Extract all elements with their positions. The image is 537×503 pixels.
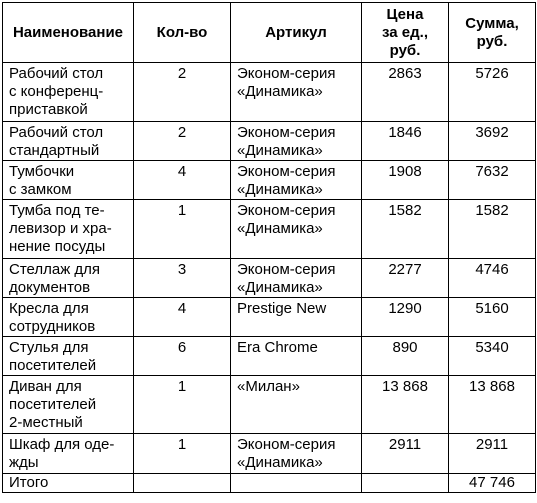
item-name-cell	[3, 434, 134, 474]
item-qty-cell: 4	[134, 161, 231, 200]
total-empty-cell	[134, 474, 231, 493]
header-price-line: Цена	[386, 5, 424, 23]
total-label: Итого	[3, 474, 134, 493]
item-name-line: Тумбочки	[9, 163, 75, 180]
item-sum-cell: 3692	[449, 122, 536, 161]
item-article-line: «Динамика»	[237, 220, 323, 237]
item-name-line: документов	[9, 279, 91, 296]
item-article-line: Эконом-серия	[237, 124, 336, 141]
total-row	[3, 474, 536, 493]
item-price-cell: 1846	[362, 122, 449, 161]
item-name-cell	[3, 63, 134, 122]
table-body	[3, 63, 536, 474]
item-article-line: Эконом-серия	[237, 261, 336, 278]
item-name-cell	[3, 337, 134, 376]
item-sum-cell: 7632	[449, 161, 536, 200]
table-row	[3, 122, 536, 161]
item-name-line: приставкой	[9, 101, 88, 118]
item-price-cell: 1290	[362, 298, 449, 337]
item-sum-cell: 1582	[449, 200, 536, 259]
item-name-line: Стулья для	[9, 339, 89, 356]
item-article-line: «Динамика»	[237, 279, 323, 296]
table-row	[3, 298, 536, 337]
item-name-line: Рабочий стол	[9, 124, 104, 141]
item-name-line: посетителей	[9, 357, 97, 374]
header-sum-line: руб.	[476, 32, 508, 50]
item-article-cell	[231, 298, 362, 337]
item-name-line: Стеллаж для	[9, 261, 101, 278]
item-sum-cell: 2911	[449, 434, 536, 474]
item-name-cell	[3, 298, 134, 337]
table-row	[3, 376, 536, 434]
item-name-line: левизор и хра-	[9, 220, 112, 237]
item-article-line: «Динамика»	[237, 142, 323, 159]
item-article-cell	[231, 63, 362, 122]
item-name-cell	[3, 200, 134, 259]
item-qty-cell: 2	[134, 122, 231, 161]
header-name: Наименование	[3, 3, 134, 63]
item-price-cell: 2911	[362, 434, 449, 474]
item-name-line: посетителей	[9, 396, 97, 413]
item-price-cell: 890	[362, 337, 449, 376]
header-row	[3, 3, 536, 63]
item-qty-cell: 6	[134, 337, 231, 376]
item-name-line: Рабочий стол	[9, 65, 104, 82]
table-row	[3, 200, 536, 259]
item-article-line: Prestige New	[237, 300, 327, 317]
header-sum-line: Сумма,	[465, 14, 519, 32]
header-price	[362, 3, 449, 63]
item-article-line: Эконом-серия	[237, 436, 336, 453]
header-article: Артикул	[231, 3, 362, 63]
item-name-cell	[3, 122, 134, 161]
total-empty-cell	[362, 474, 449, 493]
item-name-line: Тумба под те-	[9, 202, 105, 219]
item-qty-cell: 1	[134, 200, 231, 259]
item-qty-cell: 2	[134, 63, 231, 122]
item-article-line: «Динамика»	[237, 454, 323, 471]
header-sum	[449, 3, 536, 63]
item-article-line: Эконом-серия	[237, 65, 336, 82]
item-name-line: сотрудников	[9, 318, 96, 335]
item-sum-cell: 5160	[449, 298, 536, 337]
item-name-line: нение посуды	[9, 238, 106, 255]
item-name-cell	[3, 161, 134, 200]
item-article-cell	[231, 200, 362, 259]
item-name-line: стандартный	[9, 142, 100, 159]
item-price-cell: 13 868	[362, 376, 449, 434]
item-price-cell: 2277	[362, 259, 449, 298]
item-name-line: Диван для	[9, 378, 82, 395]
item-qty-cell: 3	[134, 259, 231, 298]
item-article-line: «Милан»	[237, 378, 300, 395]
item-article-cell	[231, 161, 362, 200]
table-row	[3, 259, 536, 298]
total-empty-cell	[231, 474, 362, 493]
item-article-line: «Динамика»	[237, 83, 323, 100]
item-name-line: с конференц-	[9, 83, 104, 100]
table-row	[3, 434, 536, 474]
item-article-cell	[231, 337, 362, 376]
item-sum-cell: 5726	[449, 63, 536, 122]
item-name-line: Шкаф для оде-	[9, 436, 115, 453]
table-row	[3, 161, 536, 200]
item-price-cell: 2863	[362, 63, 449, 122]
item-article-line: Эконом-серия	[237, 202, 336, 219]
price-table	[2, 2, 536, 493]
item-sum-cell: 5340	[449, 337, 536, 376]
header-price-line: за ед.,	[382, 23, 428, 41]
item-article-cell	[231, 259, 362, 298]
total-sum: 47 746	[449, 474, 536, 493]
item-name-line: жды	[9, 454, 39, 471]
item-price-cell: 1582	[362, 200, 449, 259]
item-qty-cell: 1	[134, 376, 231, 434]
item-article-line: «Динамика»	[237, 181, 323, 198]
item-name-line: 2-местный	[9, 414, 83, 431]
item-sum-cell: 13 868	[449, 376, 536, 434]
item-article-line: Era Chrome	[237, 339, 318, 356]
item-article-line: Эконом-серия	[237, 163, 336, 180]
item-name-cell	[3, 259, 134, 298]
item-article-cell	[231, 434, 362, 474]
item-name-line: с замком	[9, 181, 72, 198]
item-name-cell	[3, 376, 134, 434]
item-qty-cell: 4	[134, 298, 231, 337]
table-row	[3, 63, 536, 122]
header-price-line: руб.	[389, 41, 421, 59]
item-article-cell	[231, 122, 362, 161]
header-qty: Кол-во	[134, 3, 231, 63]
item-sum-cell: 4746	[449, 259, 536, 298]
item-name-line: Кресла для	[9, 300, 89, 317]
item-price-cell: 1908	[362, 161, 449, 200]
item-qty-cell: 1	[134, 434, 231, 474]
item-article-cell	[231, 376, 362, 434]
table-row	[3, 337, 536, 376]
